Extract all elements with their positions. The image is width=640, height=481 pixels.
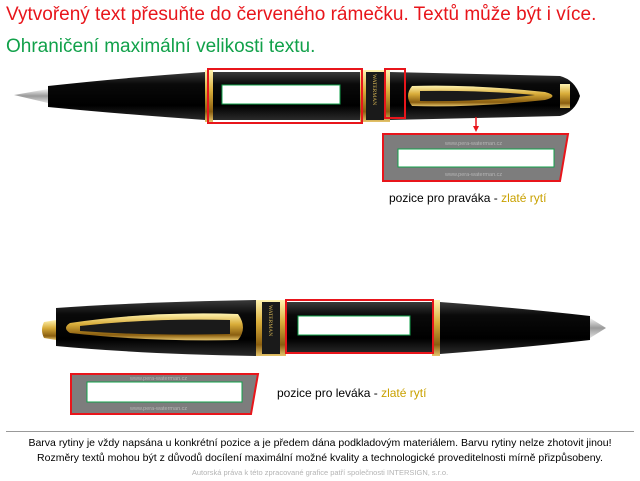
footer-line-2: Rozměry textů mohou být z důvodů docílení maximální možné kvality a technologické proveditelnosti mírně přizpůsobeny. bbox=[37, 452, 603, 464]
pen-left-text-box bbox=[298, 316, 410, 335]
pen-left-preview-watermark-1: www.pera-waterman.cz bbox=[130, 376, 188, 382]
pen-left-brand-engraving: WATERMAN bbox=[267, 305, 273, 337]
pen-left-preview-watermark-2: www.pera-waterman.cz bbox=[130, 406, 188, 412]
pen-left-caption-text: pozice pro leváka - bbox=[277, 386, 382, 400]
pen-right-caption bbox=[389, 191, 546, 205]
footer-line-1: Barva rytiny je vždy napsána u konkrétní pozice a je předem dána podkladovým materiálem. Barvu rytiny nelze zhotovit jinou! bbox=[28, 437, 612, 449]
pen-right-barrel bbox=[48, 72, 205, 120]
instruction-line-2: Ohraničení maximální velikosti textu. bbox=[6, 36, 316, 57]
pen-right-caption-highlight: zlaté rytí bbox=[501, 191, 547, 205]
footer-divider bbox=[6, 431, 634, 432]
pen-right-caption-text: pozice pro praváka - bbox=[389, 191, 502, 205]
instruction-line-1: Vytvořený text přesuňte do červeného rámečku. Textů může být i více. bbox=[6, 4, 597, 25]
pen-right-arrow-head bbox=[473, 126, 479, 132]
pen-left-barrel bbox=[440, 302, 590, 354]
pen-right-preview bbox=[383, 134, 568, 181]
footer-copyright: Autorská práva k této zpracované grafice patří společnosti INTERSIGN, s.r.o. bbox=[191, 468, 449, 477]
pen-left-gold-end bbox=[42, 320, 56, 340]
pen-right-preview-watermark-1: www.pera-waterman.cz bbox=[445, 141, 503, 147]
pen-right-preview-watermark-2: www.pera-waterman.cz bbox=[445, 172, 503, 178]
pen-left-caption-highlight: zlaté rytí bbox=[381, 386, 427, 400]
pen-left-caption bbox=[277, 386, 426, 400]
pen-left-preview bbox=[71, 374, 258, 414]
pen-left-tip bbox=[590, 318, 606, 338]
pen-right-brand-engraving: WATERMAN bbox=[371, 74, 377, 106]
pen-right-gold-end bbox=[560, 84, 570, 108]
pen-right-text-box bbox=[222, 85, 340, 104]
pen-right-tip bbox=[14, 89, 48, 103]
